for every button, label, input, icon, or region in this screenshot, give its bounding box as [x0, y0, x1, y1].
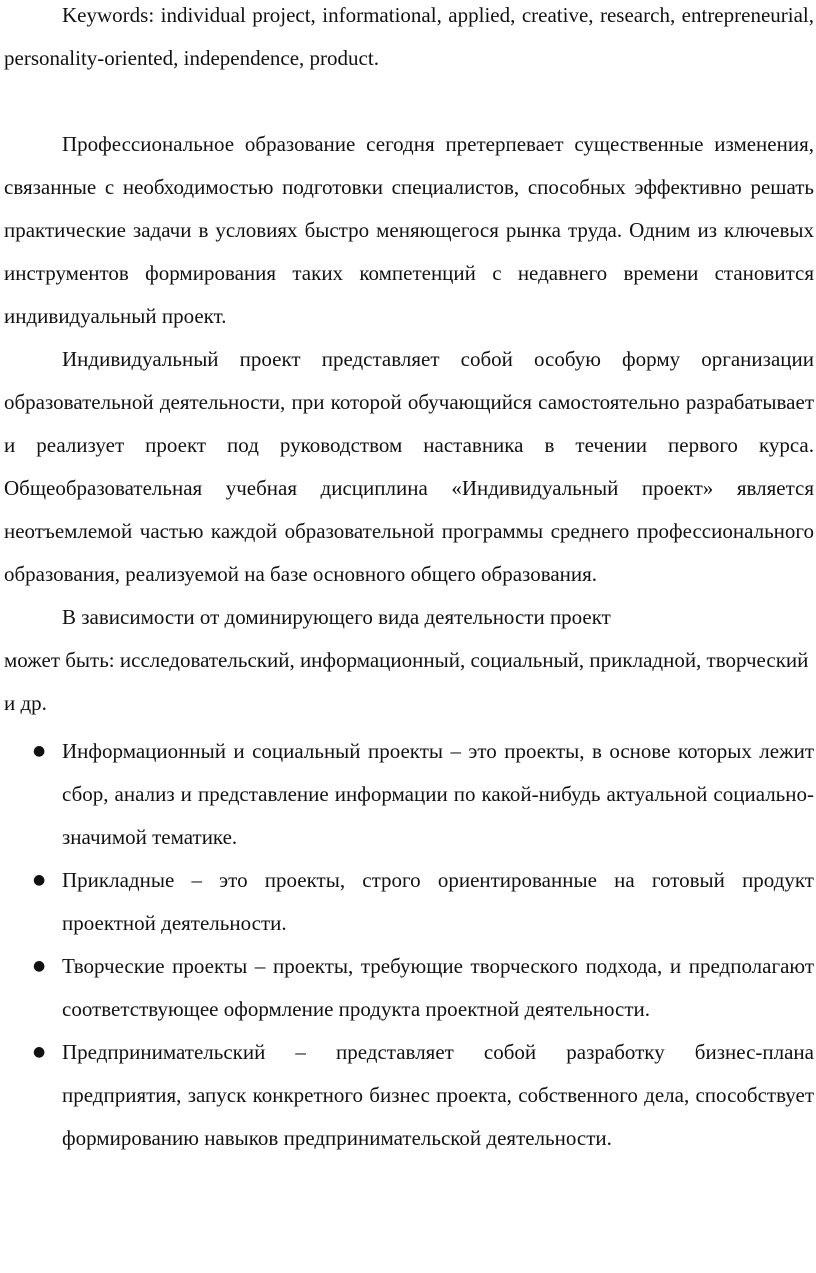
body-paragraph-3-first-line: В зависимости от доминирующего вида деятельности проект — [62, 605, 611, 629]
keywords-paragraph: Keywords: individual project, informational, applied, creative, research, entrepreneurial, personality-oriented, independence, product. — [4, 3, 814, 70]
bullet-icon: ● — [33, 1044, 46, 1060]
list-item-text: Предпринимательский – представляет собой разработку бизнес-плана предприятия, запуск конкретного бизнес проекта, собственного дела, способствует формированию навыков предпринимательской деятельности. — [62, 1040, 814, 1150]
list-item — [4, 1031, 814, 1160]
list-item-text: Прикладные – это проекты, строго ориентированные на готовый продукт проектной деятельности. — [62, 868, 814, 935]
list-item-text: Творческие проекты – проекты, требующие творческого подхода, и предполагают соответствующее оформление продукта проектной деятельности. — [62, 954, 814, 1021]
bullet-icon: ● — [33, 958, 46, 974]
list-item — [4, 730, 814, 859]
body-paragraph-2: Индивидуальный проект представляет собой особую форму организации образовательной деятельности, при которой обучающийся самостоятельно разрабатывает и реализует проект под руководством наставника в течении первого курса. Общеобразовательная учебная дисциплина «Индивидуальный проект» является неотъемлемой частью каждой образовательной программы среднего профессионального образования, реализуемой на базе основного общего образования. — [4, 347, 814, 586]
list-item — [4, 945, 814, 1031]
bullet-icon: ● — [33, 872, 46, 888]
project-types-list — [4, 730, 814, 1160]
body-paragraph-3-rest: может быть: исследовательский, информационный, социальный, прикладной, творческий и др. — [4, 648, 809, 715]
list-item-text: Информационный и социальный проекты – это проекты, в основе которых лежит сбор, анализ и представление информации по какой-нибудь актуальной социально-значимой тематике. — [62, 739, 814, 849]
bullet-icon: ● — [33, 743, 46, 759]
body-paragraph-1: Профессиональное образование сегодня претерпевает существенные изменения, связанные с необходимостью подготовки специалистов, способных эффективно решать практические задачи в условиях быстро меняющегося рынка труда. Одним из ключевых инструментов формирования таких компетенций с недавнего времени становится индивидуальный проект. — [4, 132, 814, 328]
paragraph-spacer — [4, 80, 814, 123]
list-item — [4, 859, 814, 945]
